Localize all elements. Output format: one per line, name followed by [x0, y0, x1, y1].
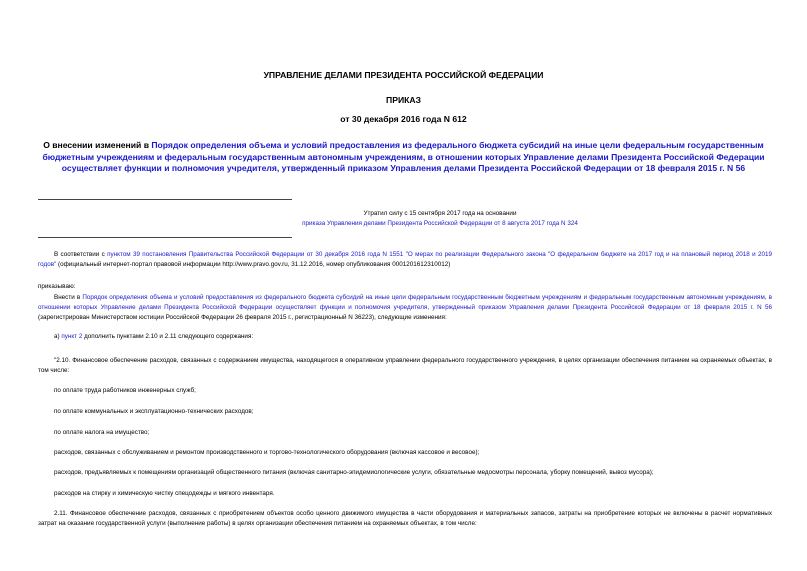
list-item: по оплате налога на имущество;: [54, 429, 150, 436]
point-2-link[interactable]: пункт 2: [61, 333, 83, 340]
preamble-paragraph: [38, 250, 772, 270]
preamble-text-end: (официальный интернет-портал правовой информации http://www.pravo.gov.ru, 31.12.2016, номер опубликования 0001201612310012): [56, 261, 451, 269]
lost-force-note: [290, 209, 590, 229]
title-procedure-link[interactable]: Порядок определения объема и условий предоставления из федерального бюджета субсидий на иные цели федеральным государственным бюджетным учреждениям и федеральным государственным автономным учреждениям, в отношении которых Управление делами Президента Российской Федерации осуществляет функции и полномочия учредителя, утвержденный приказом Управления делами Президента Российской Федерации от 18 февраля 2015 г. N 56: [42, 140, 765, 174]
changes-paragraph: [38, 293, 772, 324]
list-item: расходов, связанных с обслуживанием и ремонтом производственного и торгово-технологического оборудования (включая кассовое и весовое);: [54, 449, 480, 456]
list-item: по оплате коммунальных и эксплуатационно-технических расходов;: [54, 408, 254, 415]
organization-heading: УПРАВЛЕНИЕ ДЕЛАМИ ПРЕЗИДЕНТА РОССИЙСКОЙ ФЕДЕРАЦИИ: [263, 70, 544, 80]
changes-text-end: (зарегистрирован Министерством юстиции Российской Федерации 26 февраля 2015 г., регистрационный N 36223), следующие изменения:: [38, 314, 447, 322]
changes-text-start: Внести в: [54, 294, 83, 301]
upper-divider: [38, 199, 292, 200]
lost-force-link[interactable]: приказа Управления делами Президента Российской Федерации от 8 августа 2017 года N 324: [302, 220, 578, 227]
order-word: приказываю:: [38, 283, 76, 290]
point-a-prefix: а): [54, 333, 62, 340]
preamble-text-start: В соответствии с: [54, 251, 108, 258]
point-a-text: дополнить пунктами 2.10 и 2.11 следующего содержания:: [82, 333, 254, 340]
lower-divider: [38, 237, 292, 238]
list-item: расходов, предъявляемых к помещениям организаций общественного питания (включая санитарно-эпидемиологические услуги, обязательные медосмотры персонала, уборку помещений, вывоз мусора);: [54, 469, 654, 476]
point-a: [54, 332, 772, 342]
document-type-heading: ПРИКАЗ: [386, 95, 421, 105]
document-title: [36, 140, 771, 175]
document-date: от 30 декабря 2016 года N 612: [340, 114, 467, 124]
clause-2-11: 2.11. Финансовое обеспечение расходов, связанных с приобретением объектов особо ценного движимого имущества в части оборудования и материальных запасов, затраты на приобретение которых не включены в расчет нормативных затрат на оказание государственной услуги (выполнение работы) в целях организации обеспечения питанием на охраняемых объектах, в том числе:: [38, 510, 772, 528]
lost-force-text: Утратил силу с 15 сентября 2017 года на основании: [363, 210, 517, 217]
list-item: по оплате труда работников инженерных служб;: [54, 387, 196, 394]
title-prefix: О внесении изменений в: [43, 140, 152, 150]
resolution-link[interactable]: пунктом 39 постановления Правительства Российской Федерации от 30 декабря 2016 года N 1551 "О мерах по реализации Федерального закона "О федеральном бюджете на 2017 год и на плановый период 2018 и 2019 годов": [38, 251, 772, 269]
clause-2-10: "2.10. Финансовое обеспечение расходов, связанных с содержанием имущества, находящегося в оперативном управлении федерального государственного учреждения, в целях организации обеспечения питанием на охраняемых объектах, в том числе:: [38, 357, 772, 375]
list-item: расходов на стирку и химическую чистку спецодежды и мягкого инвентаря.: [54, 490, 275, 497]
procedure-link[interactable]: Порядок определения объема и условий предоставления из федерального бюджета субсидий на иные цели федеральным государственным бюджетным учреждениям и федеральным государственным автономным учреждениям, в отношении которых Управление делами Президента Российской Федерации осуществляет функции и полномочия учредителя, утвержденный приказом Управления делами Президента Российской Федерации от 18 февраля 2015 г. N 56: [38, 294, 772, 312]
